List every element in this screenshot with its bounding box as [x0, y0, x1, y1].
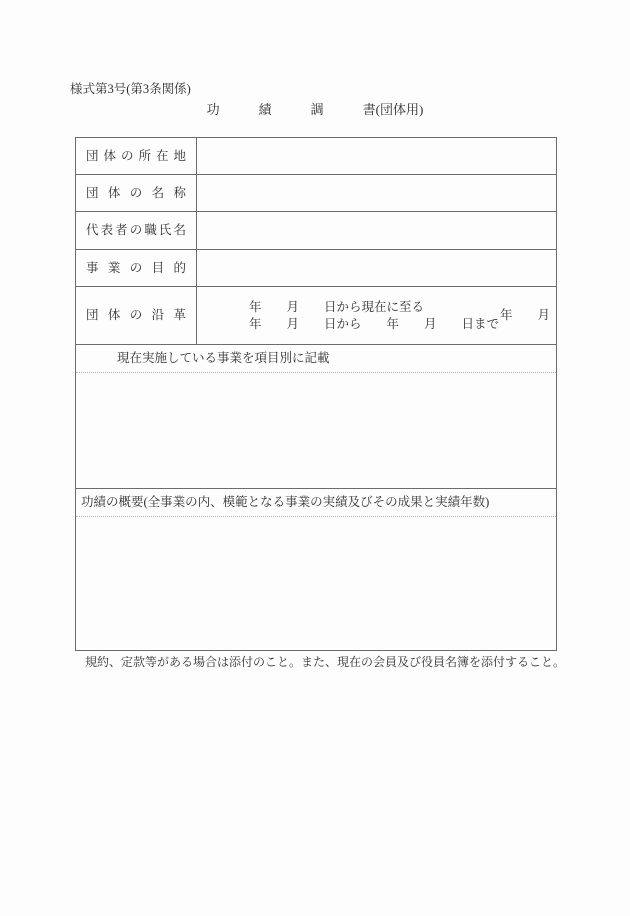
row-label-name: 団体の名称	[76, 175, 197, 211]
row-value-history	[197, 287, 556, 344]
section-merit-summary-header: 功績の概要(全事業の内、模範となる事業の実績及びその成果と実績年数)	[76, 489, 556, 517]
section-current-projects	[76, 345, 556, 489]
attachment-note: 規約、定款等がある場合は添付のこと。また、現在の会員及び役員名簿を添付すること。	[85, 655, 566, 669]
history-line-2: 年 月 日から 年 月 日まで	[249, 316, 500, 331]
history-line-1: 年 月 日から現在に至る	[249, 299, 425, 314]
table-row-history	[76, 287, 556, 345]
section-merit-summary-body	[76, 517, 556, 650]
document-title: 功 績 調 書(団体用)	[206, 102, 424, 117]
form-number-label: 様式第3号(第3条関係)	[70, 82, 191, 96]
table-row-name	[76, 175, 556, 212]
table-row-representative	[76, 212, 556, 250]
row-value-purpose	[197, 250, 556, 286]
row-label-representative: 代表者の職氏名	[76, 212, 197, 249]
section-current-projects-header: 現在実施している事業を項目別に記載	[76, 345, 556, 373]
row-label-history: 団体の沿革	[76, 287, 197, 344]
history-year-month-right: 年 月	[499, 308, 550, 322]
row-value-name	[197, 175, 556, 211]
section-current-projects-body	[76, 373, 556, 488]
row-label-purpose: 事業の目的	[76, 250, 197, 286]
table-row-purpose	[76, 250, 556, 287]
section-merit-summary	[76, 489, 556, 650]
row-value-representative	[197, 212, 556, 249]
table-row-location	[76, 138, 556, 175]
merit-report-table	[75, 137, 557, 651]
row-label-location: 団体の所在地	[76, 138, 197, 174]
row-value-location	[197, 138, 556, 174]
history-date-lines	[197, 299, 499, 333]
